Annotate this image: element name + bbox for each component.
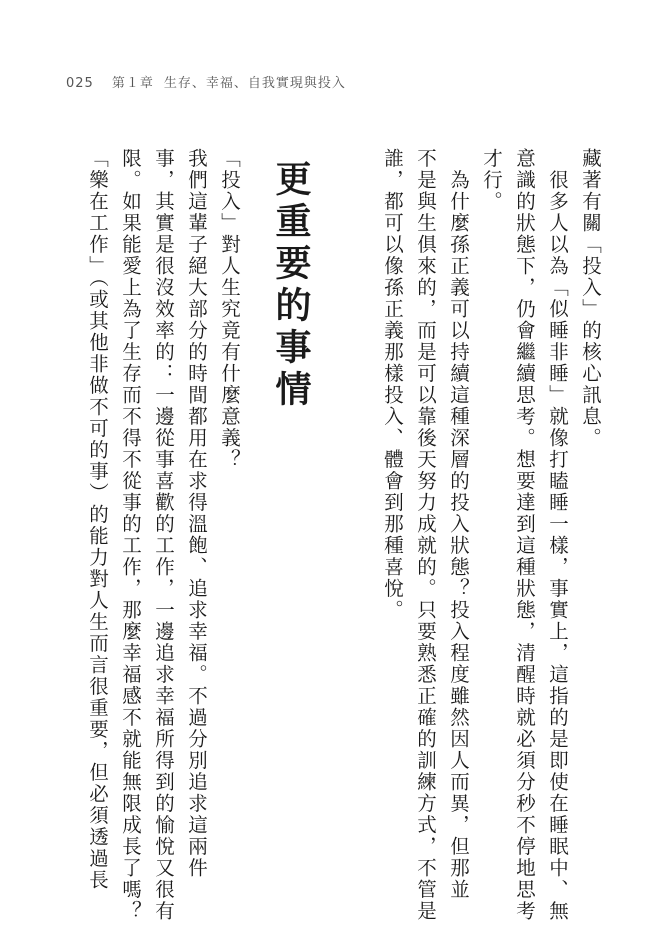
running-header bbox=[66, 72, 346, 91]
page-number: 025 bbox=[66, 76, 94, 91]
body-text-upper: 藏著有關「投入」的核心訊息。 很多人以為「似睡非睡」就像打瞌睡一樣，事實上，這指的是即使在睡眠中、無 意識的狀態下，仍會繼續思考。想要達到這種狀態，清醒時就必須分秒不停地思考 才行。 為什麼孫正義可以持續這種深層的投入狀態？投入程度雖然因人而異，但那並 不是與生俱來的，而是可以靠後天努力成就的。只要熟悉正確的訓練方式，不管是 誰，都可以像孫正義那樣投入、體會到那種喜悅。 bbox=[381, 148, 602, 922]
chapter-title: 生存、幸福、自我實現與投入 bbox=[163, 76, 346, 91]
section-title: 更重要的事情 bbox=[270, 160, 311, 412]
body-text-lower: 「投入」對人生究竟有什麼意義？ 我們這輩子絕大部分的時間都用在求得溫飽、追求幸福。不過分別追求這兩件 事，其實是很沒效率的：一邊從事喜歡的工作，一邊追求幸福所得到的愉悅又很有 限。如果能愛上為了生存而不得不從事的工作，那麼幸福感不就能無限成長了嗎？ 「樂在工作」（或其他非做不可的事）的能力對人生而言很重要，但必須透過長 bbox=[86, 148, 241, 922]
chapter-label: 第１章 bbox=[111, 76, 154, 91]
